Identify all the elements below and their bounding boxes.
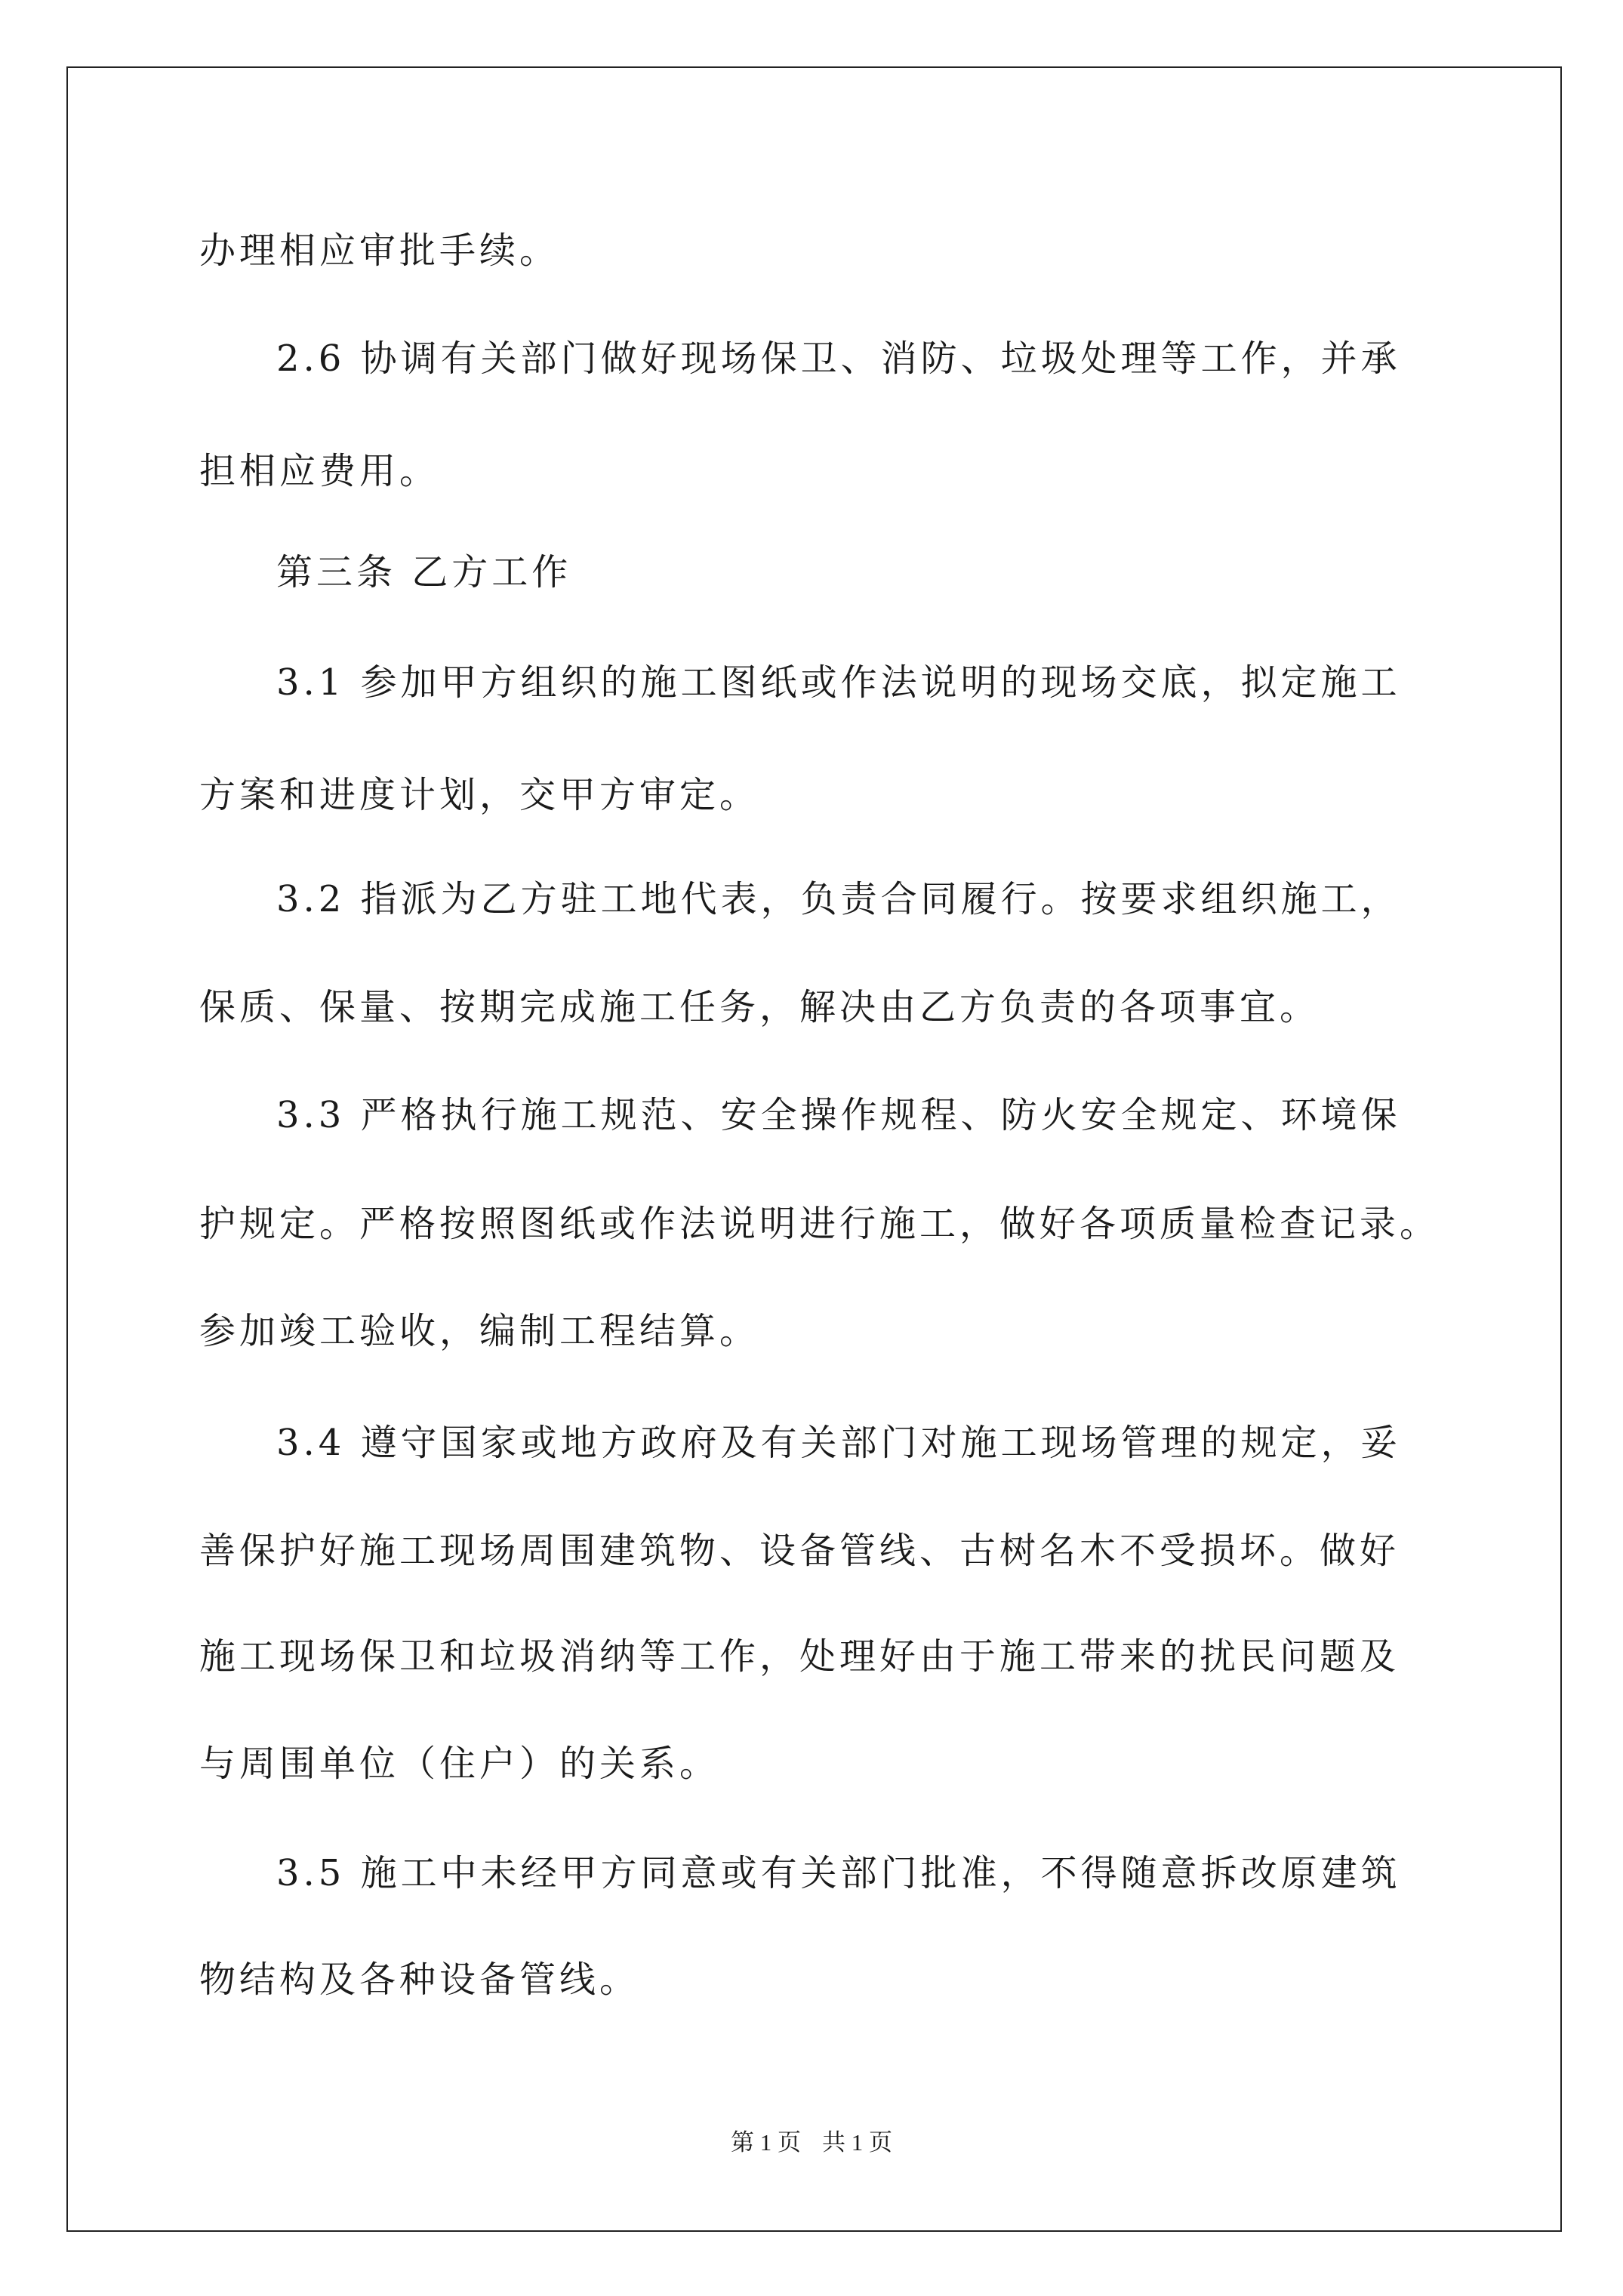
- text-line: 参加竣工验收，编制工程结算。: [199, 1310, 760, 1352]
- text-line: 物结构及各种设备管线。: [199, 1959, 640, 2001]
- text-line: 护规定。严格按照图纸或作法说明进行施工，做好各项质量检查记录。: [199, 1203, 1440, 1245]
- text-line: 办理相应审批手续。: [199, 230, 560, 272]
- section-heading: 第三条 乙方工作: [276, 551, 572, 593]
- page-number-total: 共 1 页: [822, 2129, 892, 2156]
- text-line: 3.5 施工中未经甲方同意或有关部门批准，不得随意拆改原建筑: [276, 1852, 1401, 1894]
- page-footer: [0, 2128, 1623, 2158]
- text-line: 与周围单位（住户）的关系。: [199, 1743, 720, 1785]
- text-line: 担相应费用。: [199, 450, 440, 492]
- text-line: 方案和进度计划，交甲方审定。: [199, 774, 760, 816]
- text-line: 3.4 遵守国家或地方政府及有关部门对施工现场管理的规定，妥: [276, 1422, 1401, 1464]
- text-line: 3.1 参加甲方组织的施工图纸或作法说明的现场交底，拟定施工: [276, 661, 1401, 704]
- text-line: 3.2 指派为乙方驻工地代表，负责合同履行。按要求组织施工，: [276, 878, 1401, 920]
- text-line: 保质、保量、按期完成施工任务，解决由乙方负责的各项事宜。: [199, 986, 1320, 1028]
- text-line: 施工现场保卫和垃圾消纳等工作，处理好由于施工带来的扰民问题及: [199, 1635, 1400, 1678]
- text-line: 3.3 严格执行施工规范、安全操作规程、防火安全规定、环境保: [276, 1094, 1401, 1136]
- text-line: 善保护好施工现场周围建筑物、设备管线、古树名木不受损坏。做好: [199, 1530, 1400, 1572]
- page-border: [66, 66, 1562, 2232]
- page-number-current: 第 1 页: [731, 2129, 801, 2156]
- text-line: 2.6 协调有关部门做好现场保卫、消防、垃圾处理等工作，并承: [276, 337, 1401, 380]
